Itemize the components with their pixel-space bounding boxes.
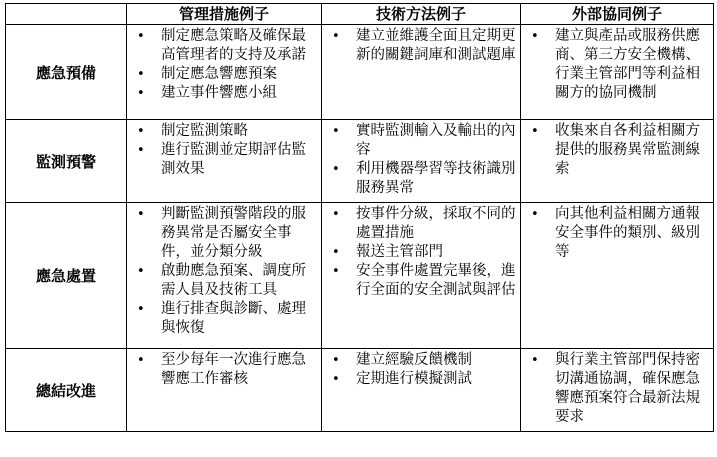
header-external: 外部協同例子 [521,4,714,25]
list-item: • 實時監測輸入及輸出的內容 [356,122,516,160]
header-technical: 技術方法例子 [322,4,521,25]
list-item: • 安全事件處置完畢後，進行全面的安全測試與評估 [356,262,516,300]
header-row [6,4,714,25]
list-item: • 建立並維護全面且定期更新的關鍵詞庫和測試題庫 [356,27,516,65]
external-cell [521,349,714,432]
list-item: • 至少每年一次進行應急響應工作審核 [161,351,317,389]
technical-cell [322,25,521,120]
row-label-response: 應急處置 [6,203,127,349]
management-cell [127,25,322,120]
list-item: • 收集來自各利益相關方提供的服務異常監測線索 [555,122,709,179]
list-item: • 利用機器學習等技術識別服務異常 [356,160,516,198]
list-item: • 按事件分級，採取不同的處置措施 [356,205,516,243]
list-item: • 進行監測並定期評估監測效果 [161,141,317,179]
external-cell [521,203,714,349]
list-item: • 制定應急響應預案 [161,65,317,84]
table-row [6,349,714,432]
technical-cell [322,120,521,203]
list-item: • 報送主管部門 [356,243,516,262]
list-item: • 啟動應急預案、調度所需人員及技術工具 [161,262,317,300]
measures-table-container [5,3,713,453]
list-item: • 制定監測策略 [161,122,317,141]
technical-cell [322,349,521,432]
management-cell [127,203,322,349]
list-item: • 進行排查與診斷、處理與恢復 [161,300,317,338]
table-row [6,120,714,203]
technical-cell [322,203,521,349]
external-cell [521,25,714,120]
header-corner [6,4,127,25]
table-row [6,203,714,349]
list-item: • 定期進行模擬測試 [356,370,516,389]
external-cell [521,120,714,203]
row-label-monitoring: 監測預警 [6,120,127,203]
header-management: 管理措施例子 [127,4,322,25]
list-item: • 建立事件響應小組 [161,84,317,103]
measures-table [5,3,714,432]
management-cell [127,349,322,432]
table-row [6,25,714,120]
list-item: • 建立經驗反饋機制 [356,351,516,370]
list-item: • 向其他利益相關方通報安全事件的類別、級別等 [555,205,709,262]
management-cell [127,120,322,203]
row-label-preparation: 應急預備 [6,25,127,120]
list-item: • 建立與產品或服務供應商、第三方安全機構、行業主管部門等利益相關方的協同機制 [555,27,709,103]
row-label-review: 總結改進 [6,349,127,432]
list-item: • 判斷監測預警階段的服務異常是否屬安全事件，並分類分級 [161,205,317,262]
list-item: • 與行業主管部門保持密切溝通協調，確保應急響應預案符合最新法規要求 [555,351,709,427]
list-item: • 制定應急策略及確保最高管理者的支持及承諾 [161,27,317,65]
